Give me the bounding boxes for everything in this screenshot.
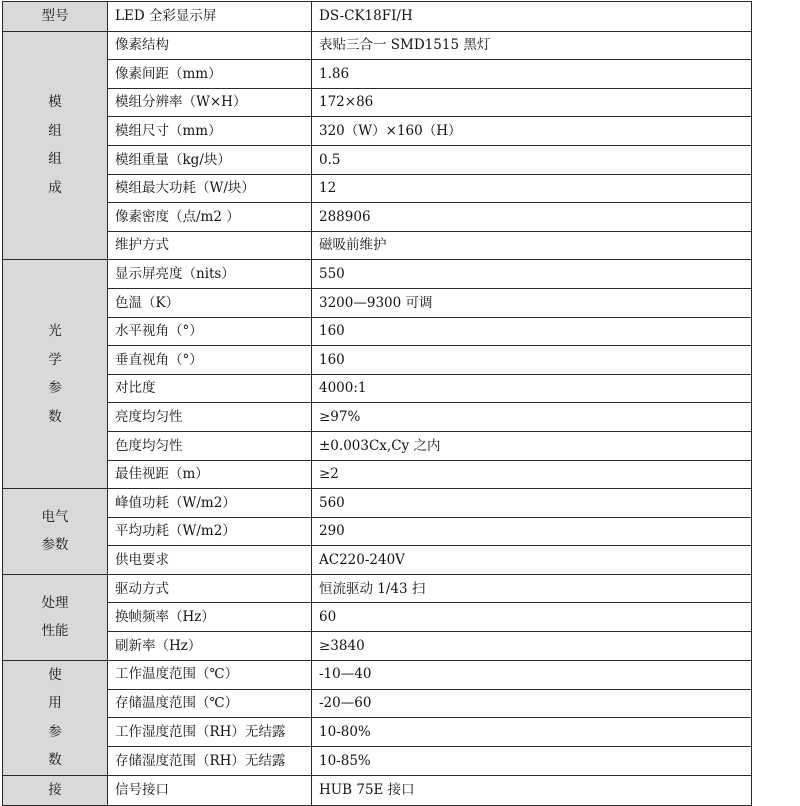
- spec-row: [3, 231, 752, 260]
- category-label-line: 学: [48, 351, 62, 368]
- spec-table: [2, 1, 752, 806]
- category-label-line: 成: [48, 180, 62, 197]
- category-label-line: 处理: [41, 595, 69, 612]
- category-label-line: 用: [48, 695, 62, 712]
- param-value-cell: ≥3840: [312, 632, 752, 661]
- category-label-line: 参数: [41, 537, 69, 554]
- spec-row: [3, 346, 752, 375]
- param-name-cell: 维护方式: [108, 231, 312, 260]
- param-name-cell: 驱动方式: [108, 574, 312, 603]
- spec-row: [3, 31, 752, 60]
- param-value-cell: 恒流驱动 1/43 扫: [312, 574, 752, 603]
- param-value-cell: 1.86: [312, 60, 752, 89]
- category-label-line: 数: [48, 752, 62, 769]
- category-label-line: 性能: [41, 623, 69, 640]
- param-name-cell: 对比度: [108, 374, 312, 403]
- param-name-cell: 色度均匀性: [108, 431, 312, 460]
- param-name-cell: 水平视角（°）: [108, 317, 312, 346]
- param-value-cell: 3200—9300 可调: [312, 288, 752, 317]
- model-number-cell: DS-CK18FI/H: [312, 2, 752, 32]
- param-value-cell: -20—60: [312, 689, 752, 718]
- param-value-cell: ≥97%: [312, 403, 752, 432]
- param-name-cell: 峰值功耗（W/m2）: [108, 489, 312, 518]
- param-value-cell: -10—40: [312, 660, 752, 689]
- spec-row: [3, 117, 752, 146]
- spec-row: [3, 603, 752, 632]
- product-name-cell: LED 全彩显示屏: [108, 2, 312, 32]
- param-value-cell: 550: [312, 260, 752, 289]
- spec-row: [3, 403, 752, 432]
- category-label-line: 光: [48, 323, 62, 340]
- param-name-cell: 信号接口: [108, 776, 312, 806]
- category-label-line: 模: [48, 94, 62, 111]
- param-value-cell: HUB 75E 接口: [312, 776, 752, 806]
- spec-row: [3, 260, 752, 289]
- category-label-line: 数: [48, 408, 62, 425]
- param-name-cell: 平均功耗（W/m2）: [108, 517, 312, 546]
- category-cell: [3, 489, 108, 575]
- param-value-cell: 320（W）×160（H）: [312, 117, 752, 146]
- param-name-cell: 存储温度范围（℃）: [108, 689, 312, 718]
- spec-row: [3, 689, 752, 718]
- category-label-line: 组: [48, 122, 62, 139]
- param-name-cell: 工作湿度范围（RH）无结露: [108, 718, 312, 747]
- spec-row: [3, 431, 752, 460]
- spec-table-body: [3, 2, 752, 806]
- spec-row: [3, 88, 752, 117]
- spec-row: [3, 60, 752, 89]
- category-cell: [3, 260, 108, 489]
- param-name-cell: 色温（K）: [108, 288, 312, 317]
- spec-row: [3, 174, 752, 203]
- param-name-cell: 显示屏亮度（nits）: [108, 260, 312, 289]
- param-name-cell: 刷新率（Hz）: [108, 632, 312, 661]
- param-value-cell: 12: [312, 174, 752, 203]
- spec-row: [3, 718, 752, 747]
- category-label-line: 接: [48, 782, 62, 799]
- param-value-cell: 表贴三合一 SMD1515 黑灯: [312, 31, 752, 60]
- spec-row: [3, 203, 752, 232]
- param-name-cell: 换帧频率（Hz）: [108, 603, 312, 632]
- param-value-cell: 290: [312, 517, 752, 546]
- category-label-line: 参: [48, 380, 62, 397]
- param-name-cell: 模组分辨率（W×H）: [108, 88, 312, 117]
- param-name-cell: 亮度均匀性: [108, 403, 312, 432]
- spec-row: [3, 660, 752, 689]
- spec-row: [3, 489, 752, 518]
- category-cell: [3, 776, 108, 806]
- param-value-cell: 10-85%: [312, 747, 752, 776]
- param-value-cell: 288906: [312, 203, 752, 232]
- param-value-cell: ≥2: [312, 460, 752, 489]
- param-name-cell: 像素结构: [108, 31, 312, 60]
- header-row: [3, 2, 752, 32]
- spec-row: [3, 145, 752, 174]
- spec-row: [3, 288, 752, 317]
- category-cell: [3, 574, 108, 660]
- param-value-cell: 磁吸前维护: [312, 231, 752, 260]
- param-name-cell: 垂直视角（°）: [108, 346, 312, 375]
- spec-row: [3, 374, 752, 403]
- spec-row: [3, 632, 752, 661]
- param-value-cell: 160: [312, 346, 752, 375]
- category-label-line: 参: [48, 723, 62, 740]
- param-name-cell: 像素密度（点/m2 ）: [108, 203, 312, 232]
- spec-row: [3, 574, 752, 603]
- param-value-cell: 4000:1: [312, 374, 752, 403]
- param-name-cell: 像素间距（mm）: [108, 60, 312, 89]
- param-value-cell: ±0.003Cx,Cy 之内: [312, 431, 752, 460]
- param-name-cell: 供电要求: [108, 546, 312, 575]
- category-label-line: 组: [48, 151, 62, 168]
- spec-row: [3, 546, 752, 575]
- spec-row: [3, 517, 752, 546]
- category-cell: [3, 660, 108, 775]
- param-value-cell: 10-80%: [312, 718, 752, 747]
- category-cell: [3, 31, 108, 260]
- param-value-cell: AC220-240V: [312, 546, 752, 575]
- param-name-cell: 模组最大功耗（W/块）: [108, 174, 312, 203]
- spec-row: [3, 776, 752, 806]
- param-name-cell: 模组重量（kg/块）: [108, 145, 312, 174]
- param-name-cell: 工作温度范围（℃）: [108, 660, 312, 689]
- param-value-cell: 160: [312, 317, 752, 346]
- model-label: 型号: [41, 8, 69, 24]
- spec-row: [3, 460, 752, 489]
- model-label-cell: [3, 2, 108, 32]
- category-label-line: 电气: [41, 509, 69, 526]
- spec-row: [3, 317, 752, 346]
- param-name-cell: 最佳视距（m）: [108, 460, 312, 489]
- param-name-cell: 模组尺寸（mm）: [108, 117, 312, 146]
- spec-row: [3, 747, 752, 776]
- category-label-line: 使: [48, 666, 62, 683]
- param-value-cell: 0.5: [312, 145, 752, 174]
- param-value-cell: 60: [312, 603, 752, 632]
- param-value-cell: 172×86: [312, 88, 752, 117]
- param-name-cell: 存储湿度范围（RH）无结露: [108, 747, 312, 776]
- param-value-cell: 560: [312, 489, 752, 518]
